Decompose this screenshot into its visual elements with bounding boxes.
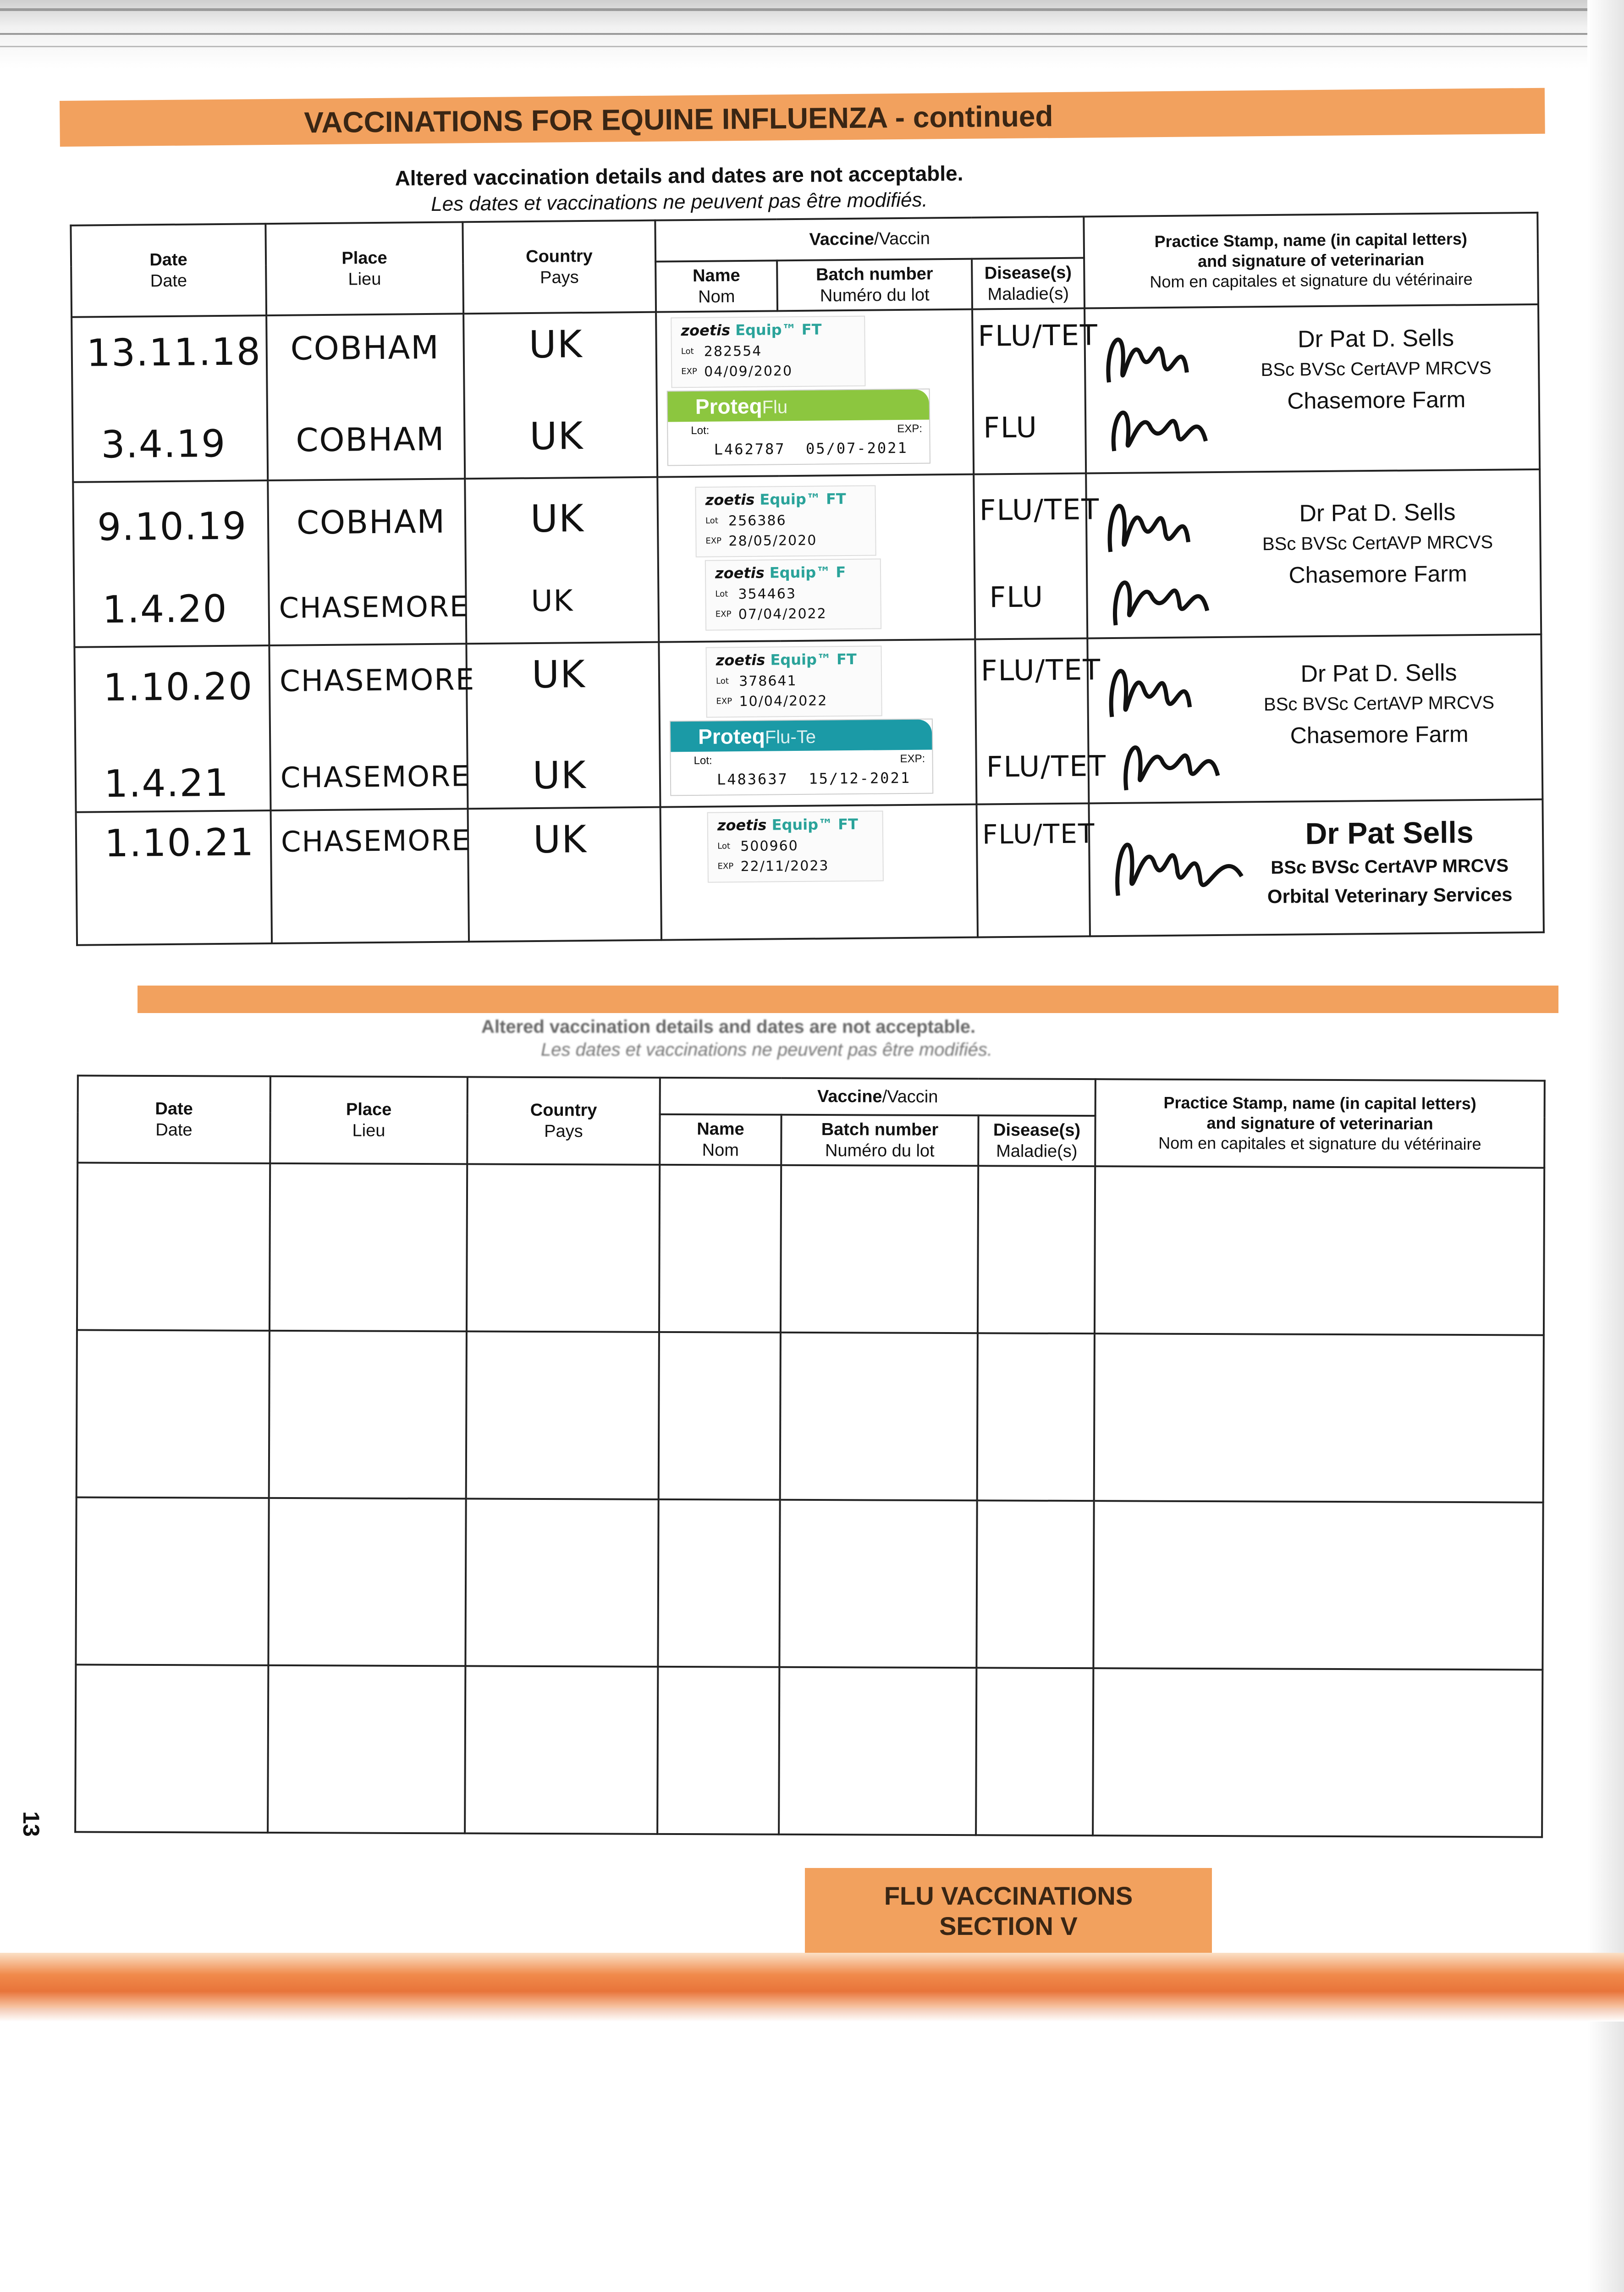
place-value: CHASEMORE — [279, 590, 469, 625]
date-value: 1.10.20 — [103, 665, 253, 710]
col-date: Date Date — [71, 224, 266, 317]
header-row — [71, 213, 1538, 267]
lower-notice-french: Les dates et vaccinations ne peuvent pas être modifiés. — [541, 1040, 993, 1060]
scan-line — [0, 33, 1624, 35]
col-country: Country Pays — [462, 220, 656, 314]
table-row — [77, 1330, 1544, 1502]
batch-number: 354463 — [738, 586, 797, 603]
col-disease: Disease(s) Maladie(s) — [978, 1115, 1095, 1166]
col-name: Name Nom — [660, 1114, 781, 1165]
place-value: CHASEMORE — [279, 663, 475, 699]
scan-line — [0, 8, 1624, 11]
table-row — [76, 1497, 1543, 1669]
table-row — [74, 634, 1542, 812]
batch-number: L462787 05/07-2021 — [714, 439, 908, 458]
practice-stamp: Dr Pat D. Sells BSc BVSc CertAVP MRCVS Chasemore Farm — [1261, 325, 1492, 414]
scan-line — [0, 46, 1624, 47]
notice-french: Les dates et vaccinations ne peuvent pas être modifiés. — [431, 188, 928, 215]
disease-value: FLU/TET — [986, 749, 1107, 784]
col-name: Name Nom — [655, 260, 777, 312]
expiry-date: 22/11/2023 — [740, 858, 829, 875]
upper-page — [60, 88, 1557, 1018]
vaccine-sticker: zoetis Equip™ FT Lot EXP 500960 22/11/2023 — [707, 810, 884, 882]
practice-stamp: Dr Pat D. Sells BSc BVSc CertAVP MRCVS Chasemore Farm — [1262, 499, 1493, 588]
expiry-date: 04/09/2020 — [704, 363, 793, 380]
title-banner — [60, 88, 1545, 147]
col-date: Date Date — [77, 1075, 270, 1163]
vaccine-sticker: zoetis Equip™ FT Lot EXP 282554 04/09/2020 — [671, 316, 865, 388]
col-vaccine: Vaccine/Vaccin — [660, 1078, 1096, 1116]
notice-english: Altered vaccination details and dates are not acceptable. — [395, 161, 963, 190]
batch-number: 256386 — [728, 512, 787, 529]
place-value: CHASEMORE — [280, 759, 470, 794]
date-value: 3.4.19 — [101, 422, 226, 467]
place-value: CHASEMORE — [281, 823, 471, 859]
col-stamp: Practice Stamp, name (in capital letters) and signature of veterinarian Nom en capitales et signature du vétérinaire — [1084, 213, 1538, 309]
page-number: 13 — [18, 1811, 44, 1837]
col-vaccine: Vaccine/Vaccin — [655, 217, 1084, 262]
col-place: Place Lieu — [270, 1076, 468, 1164]
vaccine-sticker: ProteqFlu Lot: EXP: L462787 05/07-2021 — [667, 388, 930, 466]
col-batch: Batch number Numéro du lot — [781, 1115, 978, 1166]
batch-number: 500960 — [740, 837, 798, 855]
country-value: UK — [530, 497, 585, 541]
col-stamp: Practice Stamp, name (in capital letters) and signature of veterinarian Nom en capitales et signature du vétérinaire — [1095, 1079, 1545, 1168]
country-value: UK — [528, 323, 583, 367]
date-value: 1.4.20 — [102, 587, 228, 632]
disease-value: FLU/TET — [979, 492, 1100, 527]
table-row — [77, 1163, 1544, 1335]
vaccine-sticker: zoetis Equip™ FT Lot EXP 378641 10/04/2022 — [705, 645, 882, 717]
country-value: UK — [531, 584, 574, 619]
table-row — [76, 799, 1544, 945]
disease-value: FLU/TET — [982, 818, 1096, 850]
page-edge-right — [1587, 0, 1624, 2292]
scan-edge-top — [0, 0, 1624, 69]
date-value: 13.11.18 — [86, 330, 262, 375]
booklet-edge-shadow — [0, 2008, 1624, 2022]
country-value: UK — [531, 653, 586, 697]
batch-number: 378641 — [738, 673, 797, 690]
lower-notice-english: Altered vaccination details and dates are not acceptable. — [481, 1017, 976, 1037]
expiry-date: 28/05/2020 — [728, 532, 817, 550]
vaccine-sticker: zoetis Equip™ FT Lot EXP 256386 28/05/2020 — [695, 485, 876, 557]
lower-title-banner — [138, 986, 1558, 1013]
table-row — [75, 1664, 1542, 1837]
practice-stamp: Dr Pat D. Sells BSc BVSc CertAVP MRCVS Chasemore Farm — [1263, 659, 1495, 749]
vaccine-sticker: ProteqFlu-Te Lot: EXP: L483637 15/12-2021 — [670, 718, 933, 796]
col-batch: Batch number Numéro du lot — [777, 259, 972, 311]
header-row — [78, 1075, 1545, 1117]
batch-number: L483637 15/12-2021 — [716, 769, 911, 788]
disease-value: FLU — [983, 410, 1038, 445]
vaccine-sticker: zoetis Equip™ F Lot EXP 354463 07/04/2022 — [705, 558, 881, 630]
country-value: UK — [529, 414, 584, 459]
practice-stamp: Dr Pat Sells BSc BVSc CertAVP MRCVS Orbital Veterinary Services — [1267, 815, 1513, 908]
disease-value: FLU — [989, 580, 1044, 614]
page-title: VACCINATIONS FOR EQUINE INFLUENZA - continued — [303, 99, 1053, 139]
date-value: 9.10.19 — [97, 504, 248, 550]
batch-number: 282554 — [704, 343, 762, 360]
disease-value: FLU/TET — [980, 653, 1101, 688]
blank-vaccination-table — [74, 1074, 1546, 1838]
table-row — [72, 304, 1540, 482]
place-value: COBHAM — [296, 502, 446, 542]
country-value: UK — [532, 754, 587, 798]
place-value: COBHAM — [296, 420, 445, 459]
expiry-date: 07/04/2022 — [738, 606, 827, 623]
vaccination-table — [70, 212, 1545, 946]
table-row — [73, 469, 1541, 647]
date-value: 1.4.21 — [104, 761, 230, 806]
date-value: 1.10.21 — [104, 821, 255, 866]
country-value: UK — [533, 818, 588, 862]
col-country: Country Pays — [467, 1077, 660, 1164]
booklet-edge-band — [0, 1953, 1624, 2008]
section-label: FLU VACCINATIONS SECTION V — [805, 1868, 1212, 1955]
col-disease: Disease(s) Maladie(s) — [972, 258, 1085, 309]
expiry-date: 10/04/2022 — [739, 693, 828, 710]
disease-value: FLU/TET — [978, 318, 1099, 353]
place-value: COBHAM — [290, 328, 440, 368]
col-place: Place Lieu — [265, 222, 463, 315]
